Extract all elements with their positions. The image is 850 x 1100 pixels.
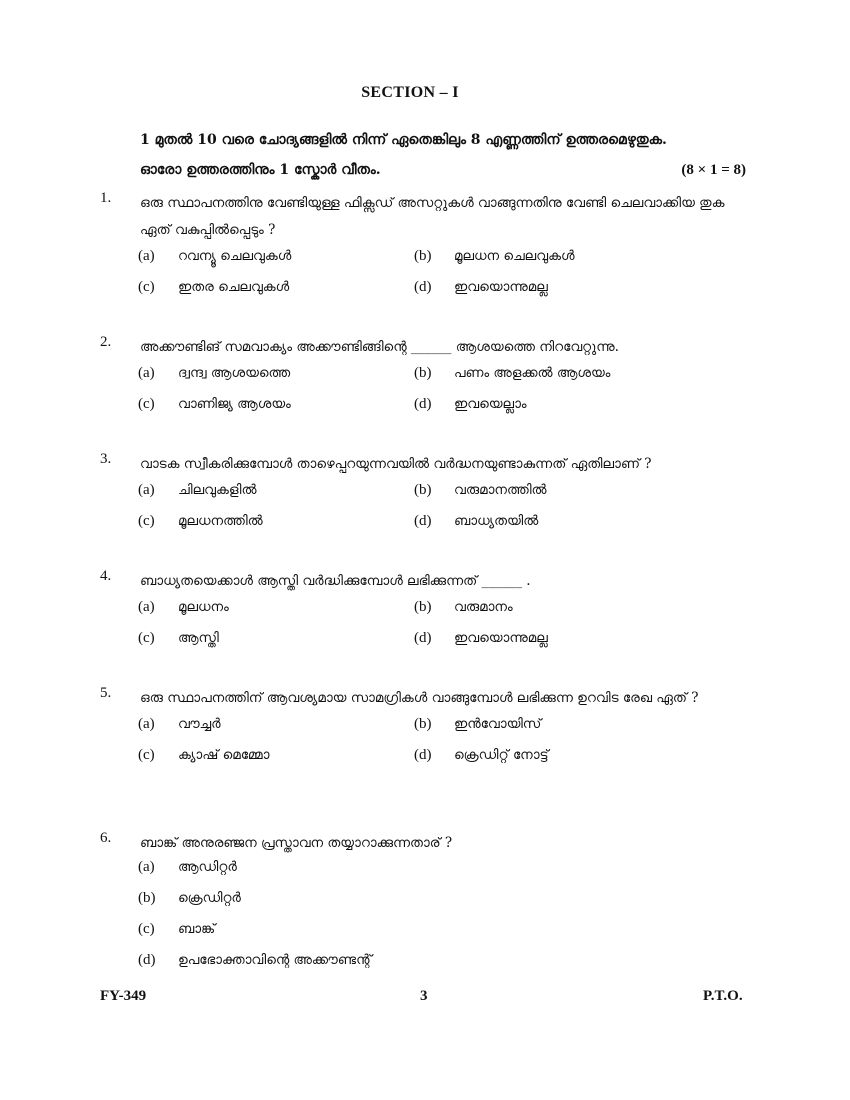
option-text: ക്യാഷ് മെമ്മോ xyxy=(178,747,270,763)
option-label: (b) xyxy=(414,599,432,615)
option-label: (a) xyxy=(138,859,155,875)
option-text: ക്രെഡിറ്റ് നോട്ട് xyxy=(454,747,549,763)
option-c xyxy=(138,747,270,764)
option-d xyxy=(414,513,538,530)
question-5 xyxy=(100,685,750,778)
option-c xyxy=(138,513,263,530)
option-row xyxy=(138,630,750,661)
option-b xyxy=(414,716,541,733)
option-d xyxy=(414,747,549,764)
option-label: (a) xyxy=(138,716,155,732)
option-b xyxy=(414,482,547,499)
page-number: 3 xyxy=(420,988,428,1004)
option-text: ഇവയൊന്നുമല്ല xyxy=(454,630,548,646)
option-b xyxy=(414,365,610,382)
option-label: (d) xyxy=(414,513,432,529)
option-label: (c) xyxy=(138,513,155,529)
option-row xyxy=(138,747,750,778)
option-row xyxy=(138,890,750,921)
question-number: 2. xyxy=(100,334,112,350)
question-text: ബാധ്യതയെക്കാൾ ആസ്തി വർദ്ധിക്കുമ്പോൾ ലഭിക്കുന്നത് ______ . xyxy=(140,573,531,589)
question-text: വാടക സ്വീകരിക്കുമ്പോൾ താഴെപ്പറയുന്നവയിൽ വർദ്ധനയുണ്ടാകുന്നത് ഏതിലാണ് ? xyxy=(140,456,652,472)
option-b xyxy=(414,599,513,616)
option-row xyxy=(138,279,750,310)
option-row xyxy=(138,921,750,952)
option-text: ബാധ്യതയിൽ xyxy=(454,513,539,529)
paper-code: FY-349 xyxy=(100,988,147,1004)
option-label: (a) xyxy=(138,248,155,264)
option-c xyxy=(138,630,219,647)
question-number: 6. xyxy=(100,830,112,846)
option-label: (c) xyxy=(138,921,155,937)
instruction-line-1: 1 മുതൽ 10 വരെ ചോദ്യങ്ങളിൽ നിന്ന് ഏതെങ്കിലും 8 എണ്ണത്തിന് ഉത്തരമെഴുതുക. xyxy=(140,132,667,148)
option-a xyxy=(138,248,291,265)
question-text: അക്കൗണ്ടിങ് സമവാക്യം അക്കൗണ്ടിങ്ങിന്റെ ______ ആശയത്തെ നിറവേറ്റുന്നു. xyxy=(140,339,619,355)
option-d xyxy=(414,396,527,413)
option-text: മൂലധന ചെലവുകൾ xyxy=(454,248,575,264)
options xyxy=(138,482,750,544)
question-text: ഒരു സ്ഥാപനത്തിന് ആവശ്യമായ സാമഗ്രികൾ വാങ്ങുമ്പോൾ ലഭിക്കുന്ന ഉറവിട രേഖ ഏത് ? xyxy=(140,690,699,706)
please-turn-over: P.T.O. xyxy=(703,988,743,1004)
option-text: ബാങ്ക് xyxy=(178,921,216,937)
question-2 xyxy=(100,334,750,427)
option-row xyxy=(138,482,750,513)
option-text: ക്രെഡിറ്റർ xyxy=(178,890,241,906)
question-6 xyxy=(100,830,750,983)
option-row xyxy=(138,716,750,747)
option-text: ആസ്തി xyxy=(178,630,219,646)
question-number: 3. xyxy=(100,451,112,467)
option-text: മൂലധനത്തിൽ xyxy=(178,513,263,529)
option-label: (b) xyxy=(414,716,432,732)
option-text: വരുമാനം xyxy=(454,599,513,615)
marks-allocation: (8 × 1 = 8) xyxy=(681,162,746,178)
option-text: വാണിജ്യ ആശയം xyxy=(178,396,291,412)
option-label: (b) xyxy=(414,365,432,381)
options xyxy=(138,859,750,983)
option-label: (d) xyxy=(414,279,432,295)
options xyxy=(138,248,750,310)
question-1 xyxy=(100,190,750,310)
option-a xyxy=(138,365,290,382)
question-text: ഒരു സ്ഥാപനത്തിനു വേണ്ടിയുള്ള ഫിക്സഡ് അസറ്റുകൾ വാങ്ങുന്നതിനു വേണ്ടി ചെലവാക്കിയ തുക ഏത് വകുപ്പിൽപ്പെടും ? xyxy=(140,195,725,238)
option-label: (c) xyxy=(138,630,155,646)
option-text: മൂലധനം xyxy=(178,599,229,615)
option-row xyxy=(138,513,750,544)
instruction-line-2: ഓരോ ഉത്തരത്തിനും 1 സ്കോർ വീതം. xyxy=(140,162,381,178)
option-row xyxy=(138,859,750,890)
section-title: SECTION – I xyxy=(361,84,459,101)
option-row xyxy=(138,599,750,630)
option-d xyxy=(414,630,548,647)
option-text: റവന്യൂ ചെലവുകൾ xyxy=(178,248,292,264)
instruction-line-2-row xyxy=(140,162,750,178)
options xyxy=(138,599,750,661)
option-label: (a) xyxy=(138,365,155,381)
option-text: ആഡിറ്റർ xyxy=(178,859,237,875)
option-label: (d) xyxy=(414,396,432,412)
option-label: (d) xyxy=(414,630,432,646)
question-number: 1. xyxy=(100,190,112,206)
option-c xyxy=(138,921,215,938)
option-c xyxy=(138,279,289,296)
option-row xyxy=(138,396,750,427)
option-label: (c) xyxy=(138,747,155,763)
option-row xyxy=(138,248,750,279)
option-label: (a) xyxy=(138,482,155,498)
question-text: ബാങ്ക് അനുരഞ്ജന പ്രസ്താവന തയ്യാറാക്കുന്നതാര് ? xyxy=(140,835,453,851)
option-text: ഇവയെല്ലാം xyxy=(454,396,527,412)
option-text: ദ്വന്ദ്വ ആശയത്തെ xyxy=(178,365,291,381)
option-label: (c) xyxy=(138,279,155,295)
option-a xyxy=(138,599,229,616)
option-label: (d) xyxy=(414,747,432,763)
option-row xyxy=(138,365,750,396)
option-c xyxy=(138,396,291,413)
option-a xyxy=(138,716,221,733)
option-label: (b) xyxy=(414,482,432,498)
option-label: (b) xyxy=(414,248,432,264)
option-label: (c) xyxy=(138,396,155,412)
options xyxy=(138,365,750,427)
option-text: ചിലവുകളിൽ xyxy=(178,482,257,498)
option-text: പണം അളക്കൽ ആശയം xyxy=(454,365,611,381)
question-4 xyxy=(100,568,750,661)
question-number: 4. xyxy=(100,568,112,584)
option-b xyxy=(138,890,241,907)
option-text: ഇതര ചെലവുകൾ xyxy=(178,279,290,295)
option-a xyxy=(138,482,257,499)
option-label: (b) xyxy=(138,890,156,906)
option-text: ഉപഭോക്താവിന്റെ അക്കൗണ്ടന്റ് xyxy=(178,952,372,968)
option-text: ഇൻവോയിസ് xyxy=(454,716,542,732)
option-row xyxy=(138,952,750,983)
question-3 xyxy=(100,451,750,544)
option-text: വരുമാനത്തിൽ xyxy=(454,482,547,498)
option-d xyxy=(414,279,548,296)
options xyxy=(138,716,750,778)
question-number: 5. xyxy=(100,685,112,701)
option-d xyxy=(138,952,372,969)
option-label: (a) xyxy=(138,599,155,615)
option-b xyxy=(414,248,575,265)
option-a xyxy=(138,859,237,876)
option-label: (d) xyxy=(138,952,156,968)
option-text: വൗച്ചർ xyxy=(178,716,221,732)
option-text: ഇവയൊന്നുമല്ല xyxy=(454,279,548,295)
